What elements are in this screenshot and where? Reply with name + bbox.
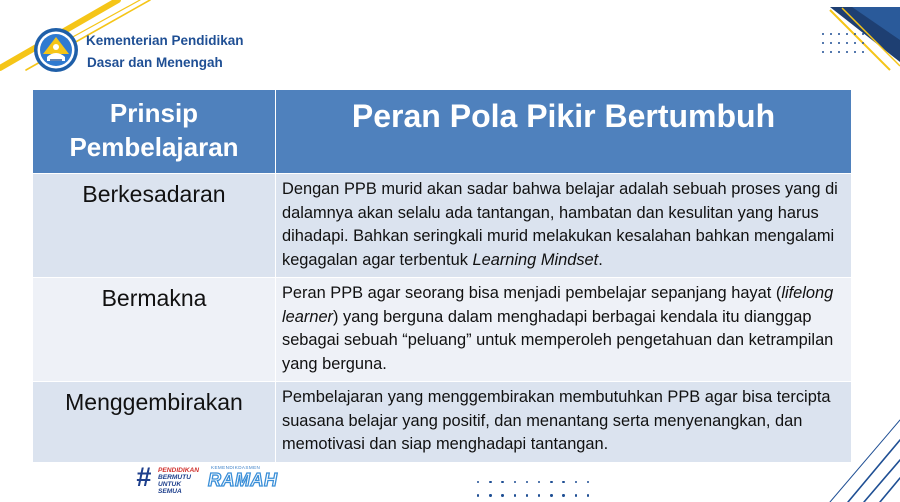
dot-grid-top-right <box>822 33 864 53</box>
ministry-name <box>86 30 306 74</box>
hashtag-line2: BERMUTU <box>158 474 191 481</box>
ramah-logo <box>208 463 278 491</box>
description-text: Dengan PPB murid akan sadar bahwa belajar adalah sebuah proses yang di dalamnya akan selalu ada tantangan, hambatan dan kesulitan yang harus dihadapi. Bahkan seringkali murid melakukan kesalahan bahkan mengalami kegagalan agar terbentuk <box>282 180 838 269</box>
description-text-end: ) yang berguna dalam menghadapi berbagai kendala itu dianggap sebagai sebuah “peluang” untuk memperoleh pengetahuan dan ketrampilan yang berguna. <box>282 307 834 373</box>
ministry-name-line1: Kementerian Pendidikan <box>86 33 244 48</box>
hashtag-glyph: # <box>136 462 152 492</box>
ministry-name-line2: Dasar dan Menengah <box>87 55 223 70</box>
hashtag-line3: UNTUK SEMUA <box>158 481 182 495</box>
description-cell <box>276 174 852 278</box>
dot-grid-bottom <box>477 481 589 497</box>
principle-cell: Berkesadaran <box>33 174 276 278</box>
hashtag-text <box>158 467 206 495</box>
description-italic: lifelong learner <box>282 284 834 326</box>
ramah-word: RAMAH <box>208 470 278 490</box>
table-row <box>33 174 852 278</box>
description-text-end: . <box>598 250 603 269</box>
learning-principles-table <box>32 89 852 463</box>
description-italic: Learning Mindset <box>472 250 599 269</box>
tut-wuri-handayani-icon <box>33 27 79 73</box>
description-cell <box>276 278 852 382</box>
description-cell <box>276 382 852 463</box>
principle-cell: Bermakna <box>33 278 276 382</box>
pendidikan-bermutu-logo <box>136 462 206 495</box>
table-header-row <box>33 90 852 174</box>
description-text: Pembelajaran yang menggembirakan membutuhkan PPB agar bisa tercipta suasana belajar yang positif, dan menantang serta menyenangkan, dan memotivasi dan siap menghadapi tantangan. <box>282 388 831 453</box>
header-principle: Prinsip Pembelajaran <box>33 90 276 174</box>
header-growth-mindset-role: Peran Pola Pikir Bertumbuh <box>276 90 852 174</box>
table-row <box>33 382 852 463</box>
hashtag-line1: PENDIDIKAN <box>158 467 200 474</box>
ramah-small-text: KEMENDIKDASMEN <box>211 465 261 470</box>
description-text: Peran PPB agar seorang bisa menjadi pembelajar sepanjang hayat ( <box>282 284 782 302</box>
principle-cell: Menggembirakan <box>33 382 276 463</box>
table-row <box>33 278 852 382</box>
